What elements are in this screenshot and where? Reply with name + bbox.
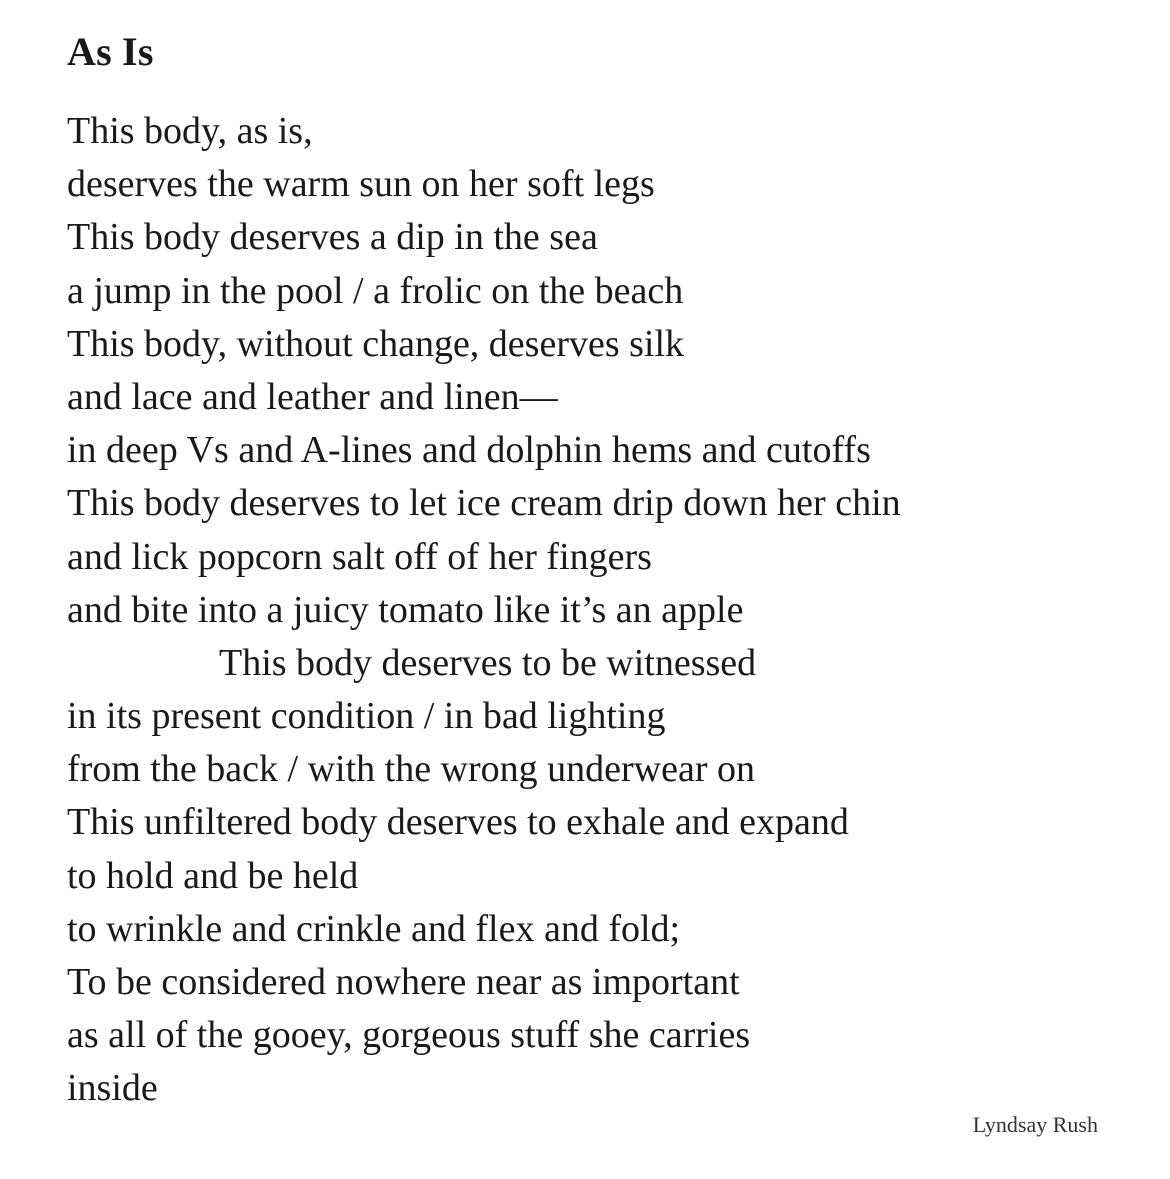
poem-line: inside <box>67 1067 158 1110</box>
poem-line: and lick popcorn salt off of her fingers <box>67 535 652 578</box>
poem-line: in its present condition / in bad lighting <box>67 695 666 738</box>
poem-line: and lace and leather and linen— <box>67 375 558 418</box>
poem-author: Lyndsay Rush <box>972 1112 1098 1137</box>
poem-line: This body, as is, <box>67 110 313 152</box>
poem-title: As Is <box>67 29 154 74</box>
poem-line: This body, without change, deserves silk <box>67 322 685 365</box>
poem-line: from the back / with the wrong underwear on <box>67 748 756 791</box>
poem-line: This unfiltered body deserves to exhale and expand <box>67 801 849 844</box>
poem-line: This body deserves a dip in the sea <box>67 216 598 259</box>
poem-line: in deep Vs and A-lines and dolphin hems and cutoffs <box>67 429 871 472</box>
poem-body <box>67 105 901 1116</box>
poem-line: to hold and be held <box>67 854 359 897</box>
poem-line: a jump in the pool / a frolic on the beach <box>67 269 684 312</box>
poem-line-indented: This body deserves to be witnessed <box>219 641 757 684</box>
poem-line: This body deserves to let ice cream drip down her chin <box>67 482 901 525</box>
poem-line: as all of the gooey, gorgeous stuff she carries <box>67 1014 751 1057</box>
poem-line: deserves the warm sun on her soft legs <box>67 163 655 206</box>
poem-line: and bite into a juicy tomato like it’s an apple <box>67 588 744 631</box>
poem-line: to wrinkle and crinkle and flex and fold; <box>67 907 681 950</box>
poem-line: To be considered nowhere near as important <box>67 961 740 1003</box>
